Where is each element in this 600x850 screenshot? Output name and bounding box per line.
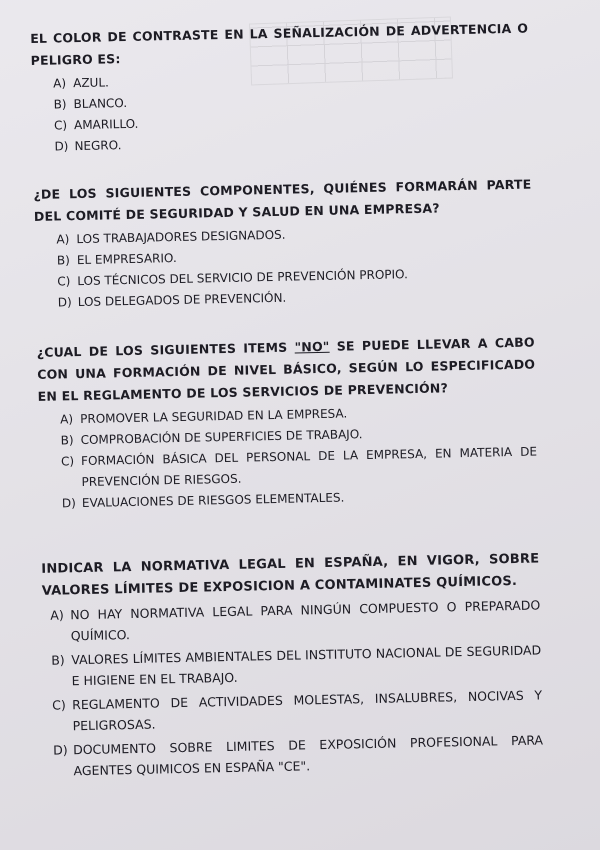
option-letter: A) <box>56 232 70 247</box>
option-b <box>51 639 542 691</box>
option-letter: D) <box>54 139 69 154</box>
option-text: AZUL. <box>73 75 110 91</box>
emphasis-no: "NO" <box>294 338 330 355</box>
option-letter: D) <box>61 496 77 511</box>
option-text: LOS TRABAJADORES DESIGNADOS. <box>76 227 286 247</box>
option-text: COMPROBACIÓN DE SUPERFICIES DE TRABAJO. <box>80 427 363 448</box>
options-list <box>42 594 544 781</box>
option-text: AMARILLO. <box>73 116 139 133</box>
option-text: LOS TÉCNICOS DEL SERVICIO DE PREVENCIÓN PROPIO. <box>77 267 408 289</box>
question-text: EL COLOR DE CONTRASTE EN LA SEÑALIZACIÓN DE ADVERTENCIA O PELIGRO ES: <box>30 20 529 68</box>
option-letter: C) <box>57 274 71 289</box>
option-text: PROMOVER LA SEGURIDAD EN LA EMPRESA. <box>80 406 348 427</box>
option-letter: B) <box>53 97 67 112</box>
option-letter: B) <box>60 433 74 448</box>
option-text: NO HAY NORMATIVA LEGAL PARA NINGÚN COMPUESTO O PREPARADO QUÍMICO. <box>70 597 541 644</box>
option-text: BLANCO. <box>73 95 128 112</box>
option-text: VALORES LÍMITES AMBIENTALES DEL INSTITUTO NACIONAL DE SEGURIDAD E HIGIENE EN EL TRABAJO. <box>71 642 542 689</box>
option-letter: C) <box>52 697 66 713</box>
option-letter: A) <box>50 607 64 623</box>
option-letter: C) <box>53 118 68 133</box>
options-list <box>31 64 531 158</box>
question-text: INDICAR LA NORMATIVA LEGAL EN ESPAÑA, EN VIGOR, SOBRE VALORES LÍMITES DE EXPOSICION A CONTAMINATES QUÍMICOS. <box>41 551 540 599</box>
option-letter: D) <box>52 742 68 758</box>
question-text <box>37 332 536 408</box>
question-3 <box>37 332 539 515</box>
question-2 <box>33 174 534 314</box>
option-text: REGLAMENTO DE ACTIVIDADES MOLESTAS, INSALUBRES, NOCIVAS Y PELIGROSAS. <box>72 687 543 734</box>
question-4 <box>41 548 544 781</box>
option-text: DOCUMENTO SOBRE LIMITES DE EXPOSICIÓN PROFESIONAL PARA AGENTES QUIMICOS EN ESPAÑA "CE". <box>72 732 544 779</box>
question-1 <box>30 18 531 158</box>
option-letter: B) <box>56 253 70 268</box>
option-text: LOS DELEGADOS DE PREVENCIÓN. <box>77 290 287 310</box>
option-c <box>52 684 543 736</box>
option-text: NEGRO. <box>74 138 122 154</box>
option-text: EL EMPRESARIO. <box>76 250 177 268</box>
option-a <box>50 594 541 646</box>
option-letter: A) <box>60 412 74 427</box>
options-list <box>38 399 538 514</box>
question-text-end: SE PUEDE LLEVAR A CABO CON UNA FORMACIÓN DE NIVEL BÁSICO, SEGÚN LO ESPECIFICADO EN EL REGLAMENTO DE LOS SERVICIOS DE PREVENCIÓN? <box>37 334 536 404</box>
options-list <box>34 220 534 314</box>
question-text-start: ¿CUAL DE LOS SIGUIENTES ITEMS <box>36 339 295 360</box>
option-text: FORMACIÓN BÁSICA DEL PERSONAL DE LA EMPRESA, EN MATERIA DE PREVENCIÓN DE RIESGOS. <box>80 444 538 490</box>
exam-content <box>30 18 544 806</box>
option-text: EVALUACIONES DE RIESGOS ELEMENTALES. <box>81 490 345 511</box>
option-d <box>53 729 544 781</box>
question-text: ¿DE LOS SIGUIENTES COMPONENTES, QUIÉNES FORMARÁN PARTE DEL COMITÉ DE SEGURIDAD Y SALUD EN UNA EMPRESA? <box>33 176 532 224</box>
option-letter: A) <box>53 76 67 91</box>
option-letter: C) <box>60 454 75 469</box>
option-letter: D) <box>57 295 72 310</box>
option-letter: B) <box>51 652 65 668</box>
